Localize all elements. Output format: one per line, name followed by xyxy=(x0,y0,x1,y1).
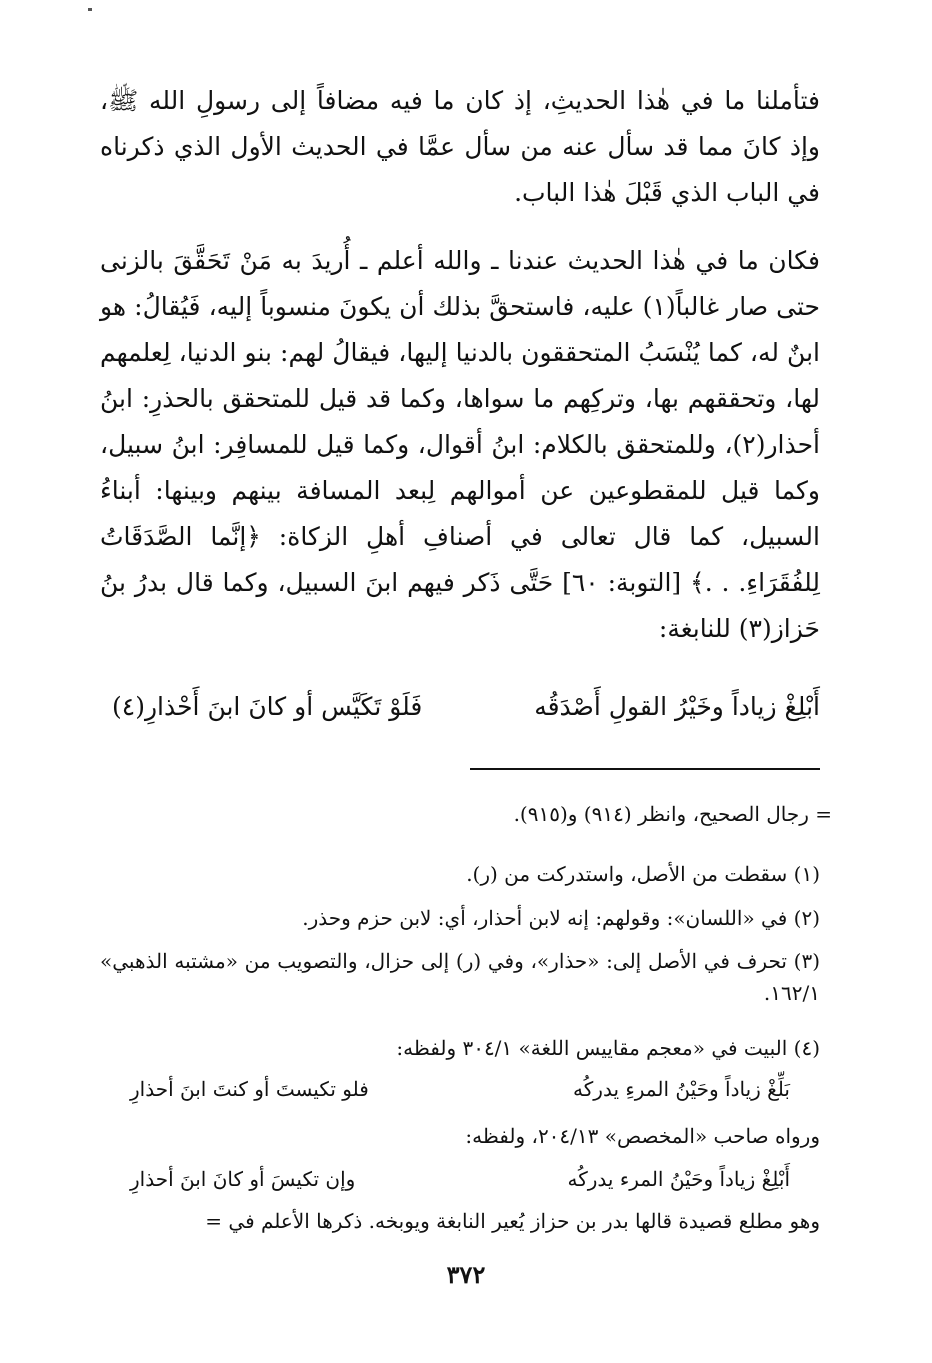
footnote-4-intro: (٤) البيت في «معجم مقاييس اللغة» ٣٠٤/١ ولفظه: xyxy=(396,1036,820,1060)
footnote-verse-1-first-hemistich: بَلِّغْ زياداً وحَيْنُ المرءِ يدركُه xyxy=(573,1077,790,1101)
footnote-1: (١) سقطت من الأصل، واستدركت من (ر). xyxy=(466,862,820,886)
footnote-verse-1-second-hemistich: فلو تكيستَ أو كنتَ ابنَ أحذارِ xyxy=(130,1077,369,1101)
footnote-4-verse-2 xyxy=(100,1162,790,1196)
page-number: ٣٧٢ xyxy=(446,1260,486,1289)
footnote-continuation: = رجال الصحيح، وانظر (٩١٤) و(٩١٥). xyxy=(513,802,832,826)
verse-second-hemistich: فَلَوْ تَكَيَّس أو كانَ ابنَ أَحْذارِ(٤) xyxy=(112,692,423,721)
footnote-2: (٢) في «اللسان»: وقولهم: إنه لابن أحذار، أي: لابن حزم وحذر. xyxy=(302,906,820,930)
footnote-verse-2-first-hemistich: أَبْلِغْ زياداً وحَيْنُ المرء يدركُه xyxy=(567,1167,790,1191)
footnote-4-middle: ورواه صاحب «المخصص» ٢٠٤/١٣، ولفظه: xyxy=(465,1124,820,1148)
poem-verse xyxy=(100,684,820,730)
verse-first-hemistich: أَبْلِغْ زياداً وخَيْرُ القولِ أَصْدَقُه xyxy=(534,692,820,721)
paragraph-2: فكان ما في هٰذا الحديث عندنا ـ والله أعلم ـ أُريدَ به مَنْ تَحَقَّقَ بالزنى حتى صار غالباً(١) عليه، فاستحقَّ بذلك أن يكونَ منسوباً إليه، فَيُقالُ: هو ابنٌ له، كما يُنْسَبُ المتحققون بالدنيا إليها، فيقالُ لهم: بنو الدنيا، لِعلمهم لها، وتحققهم بها، وتركِهم ما سواها، وكما قد قيل للمتحقق بالحذرِ: ابنُ أحذار(٢)، وللمتحقق بالكلام: ابنُ أقوال، وكما قيل للمسافِر: ابنُ سبيل، وكما قيل للمقطوعين عن أموالهم لِبعد المسافة بينهم وبينها: أبناءُ السبيل، كما قال تعالى في أصنافِ أهلِ الزكاة: ﴿إنَّما الصَّدَقَاتُ لِلفُقَرَاءِ. . .﴾ [التوبة: ٦٠] حَتَّى ذَكر فيهم ابنَ السبيل، وكما قال بدرُ بنُ حَزاز(٣) للنابغة: xyxy=(100,246,820,643)
footnote-4-verse-1 xyxy=(100,1072,790,1106)
footnote-verse-2-second-hemistich: وإن تكيسَ أو كانَ ابنَ أحذارِ xyxy=(130,1167,356,1191)
footnote-3: (٣) تحرف في الأصل إلى: «حذار»، وفي (ر) إلى حزال، والتصويب من «مشتبه الذهبي» ١٦٢/١. xyxy=(100,949,820,1005)
footnote-4-end: وهو مطلع قصيدة قالها بدر بن حزاز يُعير النابغة ويوبخه. ذكرها الأعلم في = xyxy=(205,1209,820,1233)
footnote-separator xyxy=(470,768,820,770)
scan-speck xyxy=(88,8,92,11)
paragraph-1: فتأملنا ما في هٰذا الحديثِ، إذ كان ما فيه مضافاً إلى رسولِ الله ﷺ، وإذ كانَ مما قد سأل عنه من سأل عمَّا في الحديث الأول الذي ذكرناه في الباب الذي قَبْلَ هٰذا الباب. xyxy=(100,86,820,207)
